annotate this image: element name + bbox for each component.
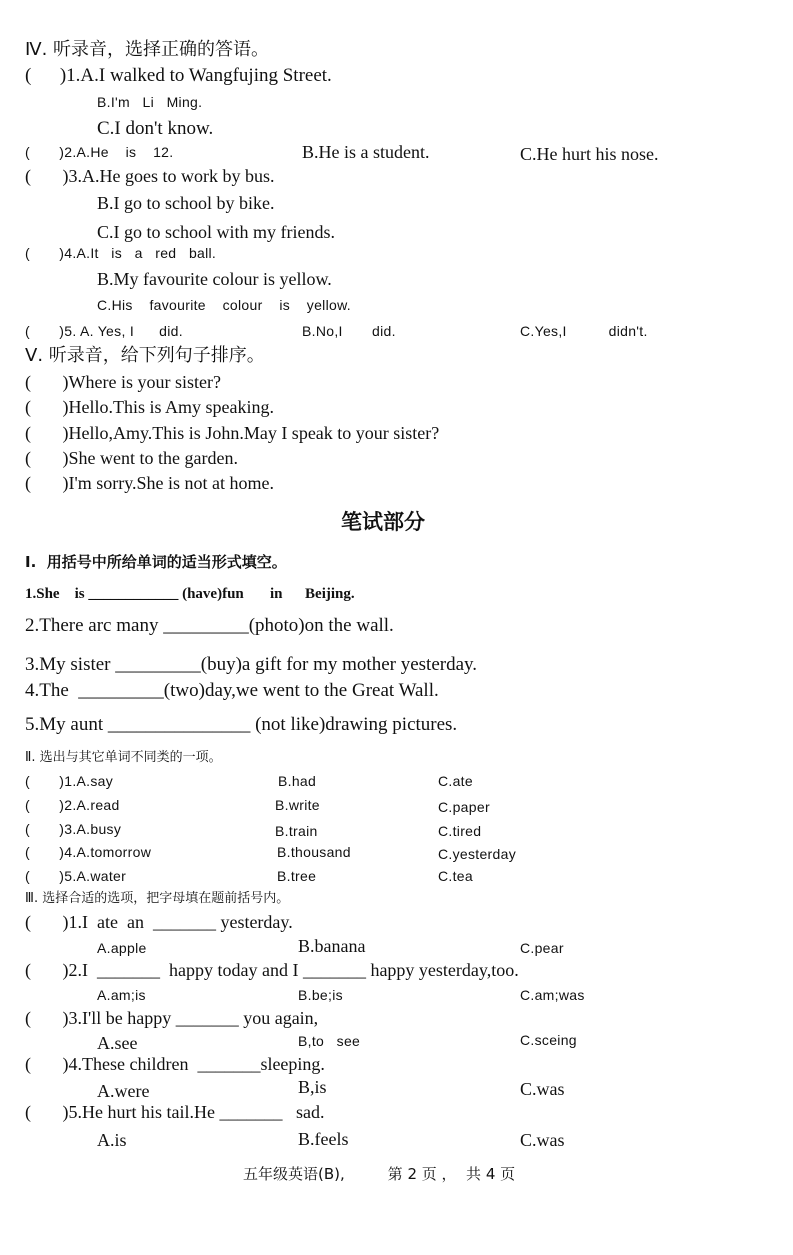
section-5-heading: Ⅴ. 听录音，给下列句子排序。 [25,345,265,366]
written-sec2-heading: Ⅱ. 选出与其它单词不同类的一项。 [25,750,222,765]
sec2-row-1-a: ( )1.A.say [25,773,114,789]
sec2-row-5-c: C.tea [438,868,473,884]
sec3-q3-option-b: B,to see [298,1033,361,1049]
sec4-q1-option-c: C.I don't know. [97,118,214,139]
sec3-q4-stem: ( )4.These children _______sleeping. [25,1054,325,1074]
sec3-q3-stem: ( )3.I'll be happy _______ you again, [25,1008,319,1028]
sec2-row-4-a: ( )4.A.tomorrow [25,844,152,860]
sec2-row-5-b: B.tree [277,868,317,884]
sec4-q4-option-a: ( )4.A.It is a red ball. [25,245,217,261]
written-sec1-item-2: 2.There arc many _________(photo)on the wall. [25,615,394,636]
section-4-heading: Ⅳ. 听录音，选择正确的答语。 [25,39,270,60]
sec4-q5-option-a: ( )5. A. Yes, I did. [25,323,183,339]
sec3-q2-option-a: A.am;is [97,987,146,1003]
sec2-row-1-c: C.ate [438,773,473,789]
sec4-q3-option-b: B.I go to school by bike. [97,193,275,213]
written-part-title: 笔试部分 [341,510,425,534]
sec3-q1-option-b: B.banana [298,936,366,956]
sec5-item-3: ( )Hello,Amy.This is John.May I speak to your sister? [25,423,440,443]
sec3-q5-option-c: C.was [520,1130,565,1150]
sec2-row-3-b: B.train [275,823,318,839]
sec4-q4-option-b: B.My favourite colour is yellow. [97,269,332,289]
sec2-row-3-a: ( )3.A.busy [25,821,122,837]
sec5-item-1: ( )Where is your sister? [25,372,221,392]
sec3-q3-option-c: C.sceing [520,1032,577,1048]
written-sec1-heading: I. 用括号中所给单词的适当形式填空。 [25,553,287,571]
written-sec1-item-3: 3.My sister _________(buy)a gift for my mother yesterday. [25,654,478,675]
sec3-q5-option-b: B.feels [298,1129,349,1149]
sec3-q1-option-c: C.pear [520,940,564,956]
sec3-q1-option-a: A.apple [97,940,147,956]
sec4-q5-option-c: C.Yes,I didn't. [520,323,648,339]
sec4-q1-option-b: B.I'm Li Ming. [97,94,203,110]
sec5-item-5: ( )I'm sorry.She is not at home. [25,473,275,493]
sec4-q4-option-c: C.His favourite colour is yellow. [97,297,351,313]
page-footer: 五年级英语(B), 第 2 页 ， 共 4 页 [243,1165,516,1183]
sec5-item-4: ( )She went to the garden. [25,448,238,468]
sec3-q3-option-a: A.see [97,1033,138,1053]
sec2-row-5-a: ( )5.A.water [25,868,127,884]
sec3-q4-option-a: A.were [97,1081,150,1101]
sec3-q2-option-c: C.am;was [520,987,585,1003]
written-sec1-item-4: 4.The _________(two)day,we went to the Great Wall. [25,680,439,701]
sec3-q5-stem: ( )5.He hurt his tail.He _______ sad. [25,1102,325,1122]
sec3-q1-stem: ( )1.I ate an _______ yesterday. [25,912,293,932]
sec4-q2-option-b: B.He is a student. [302,142,430,162]
sec2-row-2-c: C.paper [438,799,490,815]
sec3-q4-option-b: B,is [298,1077,327,1097]
sec4-q2-option-c: C.He hurt his nose. [520,144,659,164]
written-sec1-item-5: 5.My aunt _______________ (not like)drawing pictures. [25,714,458,735]
sec2-row-3-c: C.tired [438,823,482,839]
sec4-q3-option-c: C.I go to school with my friends. [97,222,335,242]
sec3-q2-stem: ( )2.I _______ happy today and I _______ happy yesterday,too. [25,960,519,980]
sec3-q4-option-c: C.was [520,1079,565,1099]
sec5-item-2: ( )Hello.This is Amy speaking. [25,397,274,417]
sec2-row-4-c: C.yesterday [438,846,516,862]
sec2-row-4-b: B.thousand [277,844,351,860]
sec4-q2-option-a: ( )2.A.He is 12. [25,144,174,160]
sec4-q5-option-b: B.No,I did. [302,323,396,339]
sec3-q2-option-b: B.be;is [298,987,343,1003]
sec2-row-2-a: ( )2.A.read [25,797,120,813]
sec2-row-1-b: B.had [278,773,317,789]
written-sec1-item-1: 1.She is ____________ (have)fun in Beijing. [25,586,355,602]
sec4-q3-option-a: ( )3.A.He goes to work by bus. [25,166,275,186]
sec4-q1: ( )1.A.I walked to Wangfujing Street. [25,65,332,86]
sec3-q5-option-a: A.is [97,1130,127,1150]
written-sec3-heading: Ⅲ. 选择合适的选项，把字母填在题前括号内。 [25,891,290,906]
sec2-row-2-b: B.write [275,797,320,813]
